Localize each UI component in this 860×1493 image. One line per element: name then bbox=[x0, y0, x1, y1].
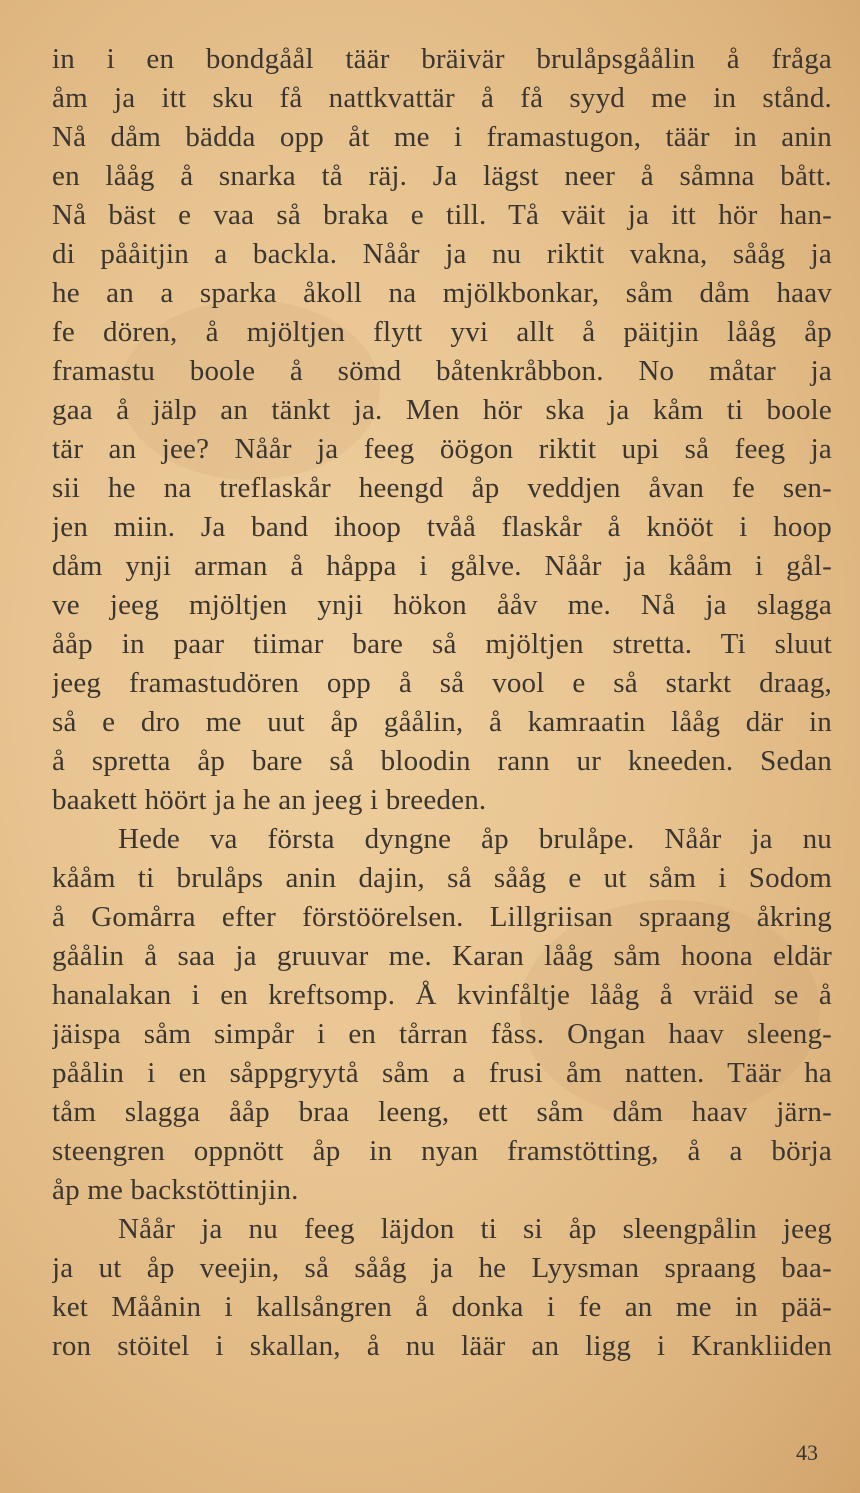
text-line: en lååg å snarka tå räj. Ja lägst neer å såmna bått. bbox=[52, 160, 832, 192]
text-line: å Gomårra efter förstöörelsen. Lillgriisan spraang åkring bbox=[52, 901, 832, 933]
body-text bbox=[52, 40, 832, 1366]
text-line: tåm slagga ååp braa leeng, ett såm dåm haav järn- bbox=[52, 1096, 832, 1128]
text-line: påålin i en såppgryytå såm a frusi åm natten. Täär ha bbox=[52, 1057, 832, 1089]
page-number: 43 bbox=[796, 1440, 818, 1465]
text-line: å spretta åp bare så bloodin rann ur kneeden. Sedan bbox=[52, 745, 832, 777]
text-line: Nå bäst e vaa så braka e till. Tå väit ja itt hör han- bbox=[52, 199, 832, 231]
text-line: Hede va första dyngne åp brulåpe. Nåår ja nu bbox=[118, 823, 832, 855]
text-line: sii he na treflaskår heengd åp veddjen åvan fe sen- bbox=[52, 472, 832, 504]
text-line: hanalakan i en kreftsomp. Å kvinfåltje lååg å vräid se å bbox=[52, 979, 832, 1011]
text-line: fe dören, å mjöltjen flytt yvi allt å päitjin lååg åp bbox=[52, 316, 832, 348]
text-line: Nåår ja nu feeg läjdon ti si åp sleengpålin jeeg bbox=[118, 1213, 832, 1245]
text-line: dåm ynji arman å håppa i gålve. Nåår ja kååm i gål- bbox=[52, 550, 832, 582]
text-line: he an a sparka åkoll na mjölkbonkar, såm dåm haav bbox=[52, 277, 832, 309]
text-line: gaa å jälp an tänkt ja. Men hör ska ja kåm ti boole bbox=[52, 394, 832, 426]
text-line: jeeg framastudören opp å så vool e så starkt draag, bbox=[52, 667, 832, 699]
text-line: ååp in paar tiimar bare så mjöltjen stretta. Ti sluut bbox=[52, 628, 832, 660]
text-line: jäispa såm simpår i en tårran fåss. Ongan haav sleeng- bbox=[52, 1018, 832, 1050]
text-line: så e dro me uut åp gåålin, å kamraatin lååg där in bbox=[52, 706, 832, 738]
text-line: jen miin. Ja band ihoop tvåå flaskår å knööt i hoop bbox=[52, 511, 832, 543]
text-line: ja ut åp veejin, så sååg ja he Lyysman spraang baa- bbox=[52, 1252, 832, 1284]
text-line: ron stöitel i skallan, å nu läär an ligg i Krankliiden bbox=[52, 1330, 832, 1362]
text-line: åp me backstöttinjin. bbox=[52, 1174, 299, 1206]
text-line: gåålin å saa ja gruuvar me. Karan lååg såm hoona eldär bbox=[52, 940, 832, 972]
text-line: baakett höört ja he an jeeg i breeden. bbox=[52, 784, 487, 816]
text-line: di pååitjin a backla. Nåår ja nu riktit vakna, sååg ja bbox=[52, 238, 832, 270]
text-line: kååm ti brulåps anin dajin, så sååg e ut såm i Sodom bbox=[52, 862, 832, 894]
text-line: ket Måånin i kallsångren å donka i fe an me in pää- bbox=[52, 1291, 832, 1323]
text-line: framastu boole å sömd båtenkråbbon. No måtar ja bbox=[52, 355, 832, 387]
text-line: åm ja itt sku få nattkvattär å få syyd me in stånd. bbox=[52, 82, 832, 114]
text-line: steengren oppnött åp in nyan framstötting, å a börja bbox=[52, 1135, 832, 1167]
text-line: ve jeeg mjöltjen ynji hökon ååv me. Nå ja slagga bbox=[52, 589, 832, 621]
text-line: Nå dåm bädda opp åt me i framastugon, täär in anin bbox=[52, 121, 832, 153]
text-line: in i en bondgåål täär bräivär brulåpsgåålin å fråga bbox=[52, 43, 832, 75]
text-line: tär an jee? Nåår ja feeg öögon riktit upi så feeg ja bbox=[52, 433, 832, 465]
